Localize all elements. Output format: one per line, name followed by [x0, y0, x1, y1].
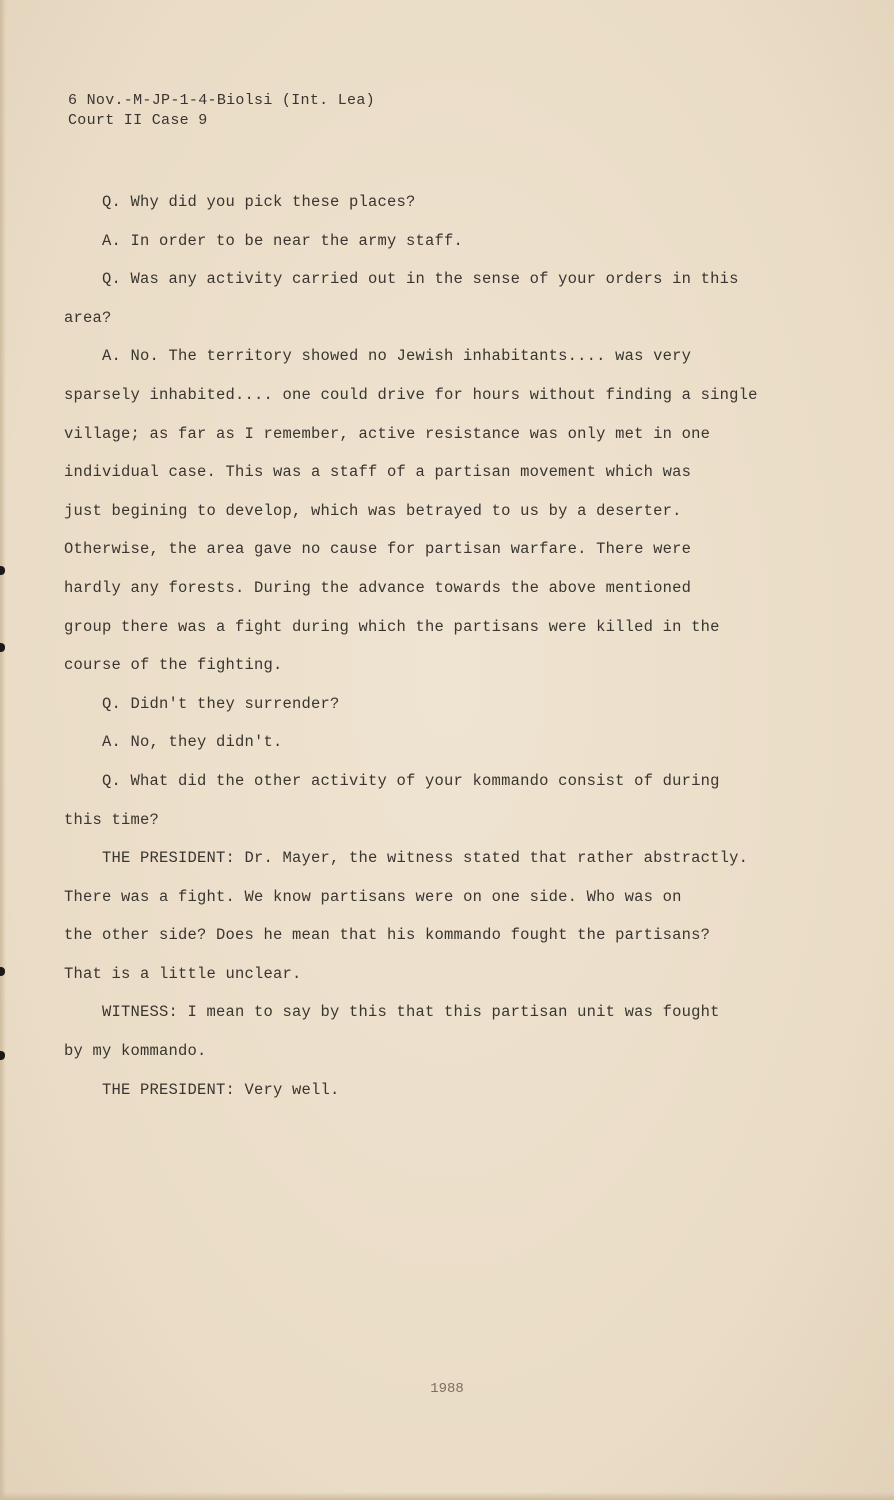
transcript-line: village; as far as I remember, active resistance was only met in one [64, 424, 711, 443]
transcript-line: Q. Why did you pick these places? [102, 193, 416, 211]
transcript-line: Q. Didn't they surrender? [102, 694, 340, 713]
page-left-edge [0, 0, 6, 1500]
transcript-line: A. In order to be near the army staff. [102, 231, 464, 250]
transcript-line: A. No, they didn't. [102, 733, 283, 752]
transcript-line: Q. Was any activity carried out in the sense of your orders in this [102, 270, 739, 289]
transcript-line: A. No. The territory showed no Jewish inhabitants.... was very [102, 347, 692, 366]
header-date-line: 6 Nov.-M-JP-1-4-Biolsi (Int. Lea) [68, 92, 375, 109]
transcript-line: just begining to develop, which was betrayed to us by a deserter. [64, 501, 682, 520]
transcript-line: this time? [64, 810, 160, 829]
transcript-line: group there was a fight during which the partisans were killed in the [64, 617, 720, 636]
transcript-line: THE PRESIDENT: Dr. Mayer, the witness stated that rather abstractly. [102, 849, 749, 868]
transcript-line: There was a fight. We know partisans were on one side. Who was on [64, 887, 682, 906]
transcript-line: individual case. This was a staff of a partisan movement which was [64, 463, 692, 482]
transcript-line: course of the fighting. [64, 656, 283, 675]
transcript-line: That is a little unclear. [64, 964, 302, 983]
transcript-line: sparsely inhabited.... one could drive for hours without finding a single [64, 385, 758, 404]
transcript-line: the other side? Does he mean that his kommando fought the partisans? [64, 926, 711, 945]
transcript-body [64, 183, 774, 1109]
transcript-line: THE PRESIDENT: Very well. [102, 1080, 340, 1099]
transcript-line: hardly any forests. During the advance towards the above mentioned [64, 578, 692, 597]
header-court-line: Court II Case 9 [68, 112, 208, 129]
page-bottom-edge [0, 1492, 894, 1500]
page-number: 1988 [430, 1381, 464, 1397]
transcript-line: area? [64, 308, 112, 327]
transcript-header [68, 91, 375, 131]
transcript-line: by my kommando. [64, 1042, 207, 1061]
transcript-line: Otherwise, the area gave no cause for partisan warfare. There were [64, 540, 692, 559]
transcript-line: Q. What did the other activity of your kommando consist of during [102, 771, 720, 790]
transcript-line: WITNESS: I mean to say by this that this partisan unit was fought [102, 1003, 720, 1022]
